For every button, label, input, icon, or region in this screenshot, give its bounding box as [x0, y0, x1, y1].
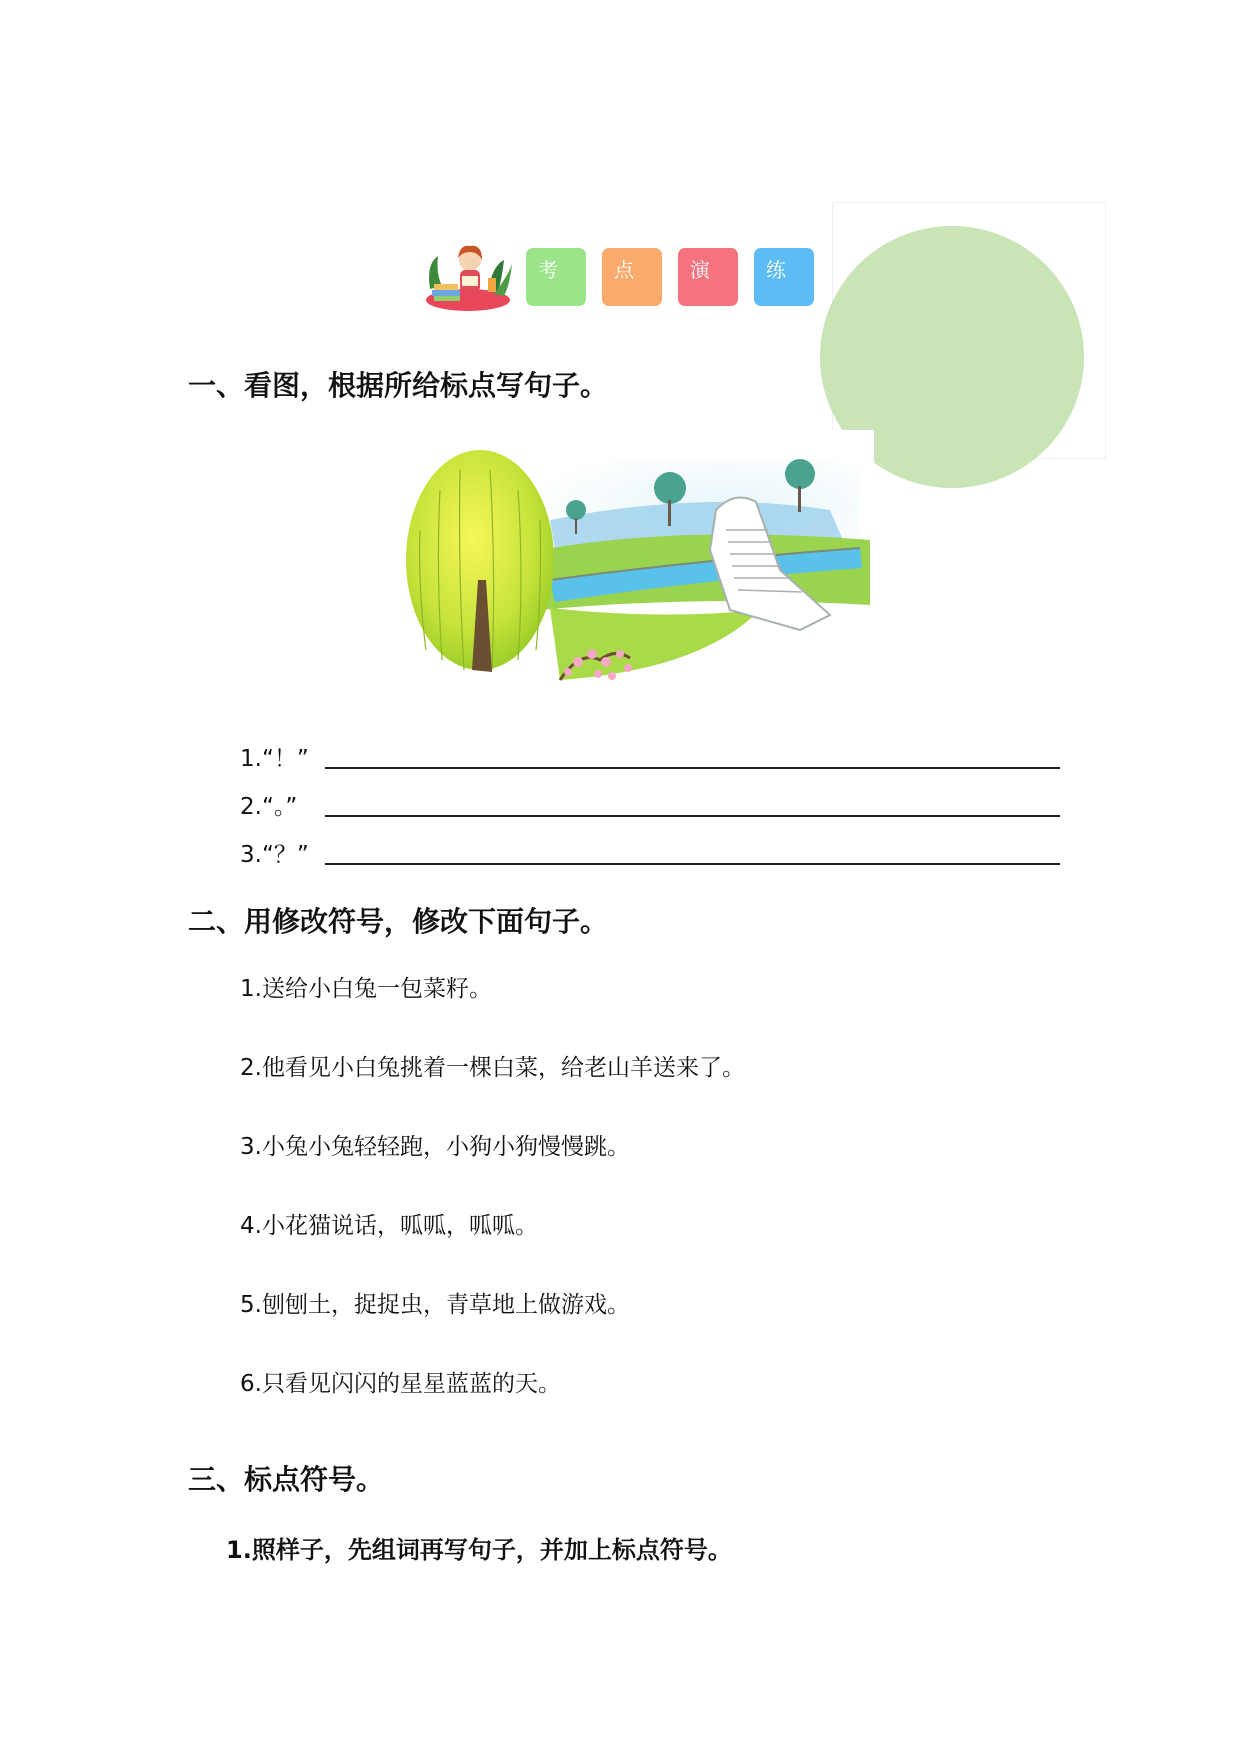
sentence-text: 送给小白兔一包菜籽。: [261, 976, 492, 1002]
sentence-text: 小花猫说话，呱呱，呱呱。: [261, 1213, 538, 1239]
sentence-number: 6.: [240, 1371, 262, 1397]
sentence-number: 3.: [240, 1134, 262, 1160]
answer-line-3[interactable]: [325, 863, 1060, 865]
sentence-item-6: [240, 1365, 561, 1398]
badge-tile-dian: 点: [602, 248, 662, 306]
badge-tile-yan: 演: [678, 248, 738, 306]
badge-tile-lian: 练: [754, 248, 814, 306]
blank-label-2: 2.“。”: [240, 794, 298, 820]
sentence-text: 他看见小白兔挑着一棵白菜，给老山羊送来了。: [261, 1055, 745, 1081]
sentence-item-3: [240, 1128, 630, 1161]
sentence-text: 刨刨土，捉捉虫，青草地上做游戏。: [261, 1292, 630, 1318]
section1-title: 一、看图，根据所给标点写句子。: [188, 369, 609, 402]
reading-girl-illustration: [418, 234, 514, 314]
willow-bridge-illustration: [400, 430, 874, 704]
section3-title: 三、标点符号。: [188, 1463, 385, 1496]
sentence-item-1: [240, 970, 492, 1003]
sentence-item-5: [240, 1286, 630, 1319]
sentence-text: 只看见闪闪的星星蓝蓝的天。: [261, 1371, 561, 1397]
badge-tile-kao: 考: [526, 248, 586, 306]
section2-title: 二、用修改符号，修改下面句子。: [188, 905, 609, 938]
sentence-item-4: [240, 1207, 538, 1240]
sentence-number: 4.: [240, 1213, 262, 1239]
blank-label-1: 1.“！”: [240, 746, 309, 772]
sentence-number: 2.: [240, 1055, 262, 1081]
sentence-number: 5.: [240, 1292, 262, 1318]
answer-line-1[interactable]: [325, 767, 1060, 769]
section3-subtitle: 1.照样子，先组词再写句子，并加上标点符号。: [226, 1536, 732, 1564]
blank-row-2: [240, 788, 1060, 818]
sentence-text: 小兔小兔轻轻跑，小狗小狗慢慢跳。: [261, 1134, 630, 1160]
blank-label-3: 3.“？”: [240, 842, 309, 868]
blank-row-3: [240, 836, 1060, 866]
answer-line-2[interactable]: [325, 815, 1060, 817]
blank-row-1: [240, 740, 1060, 770]
sentence-number: 1.: [240, 976, 262, 1002]
sentence-item-2: [240, 1049, 745, 1082]
